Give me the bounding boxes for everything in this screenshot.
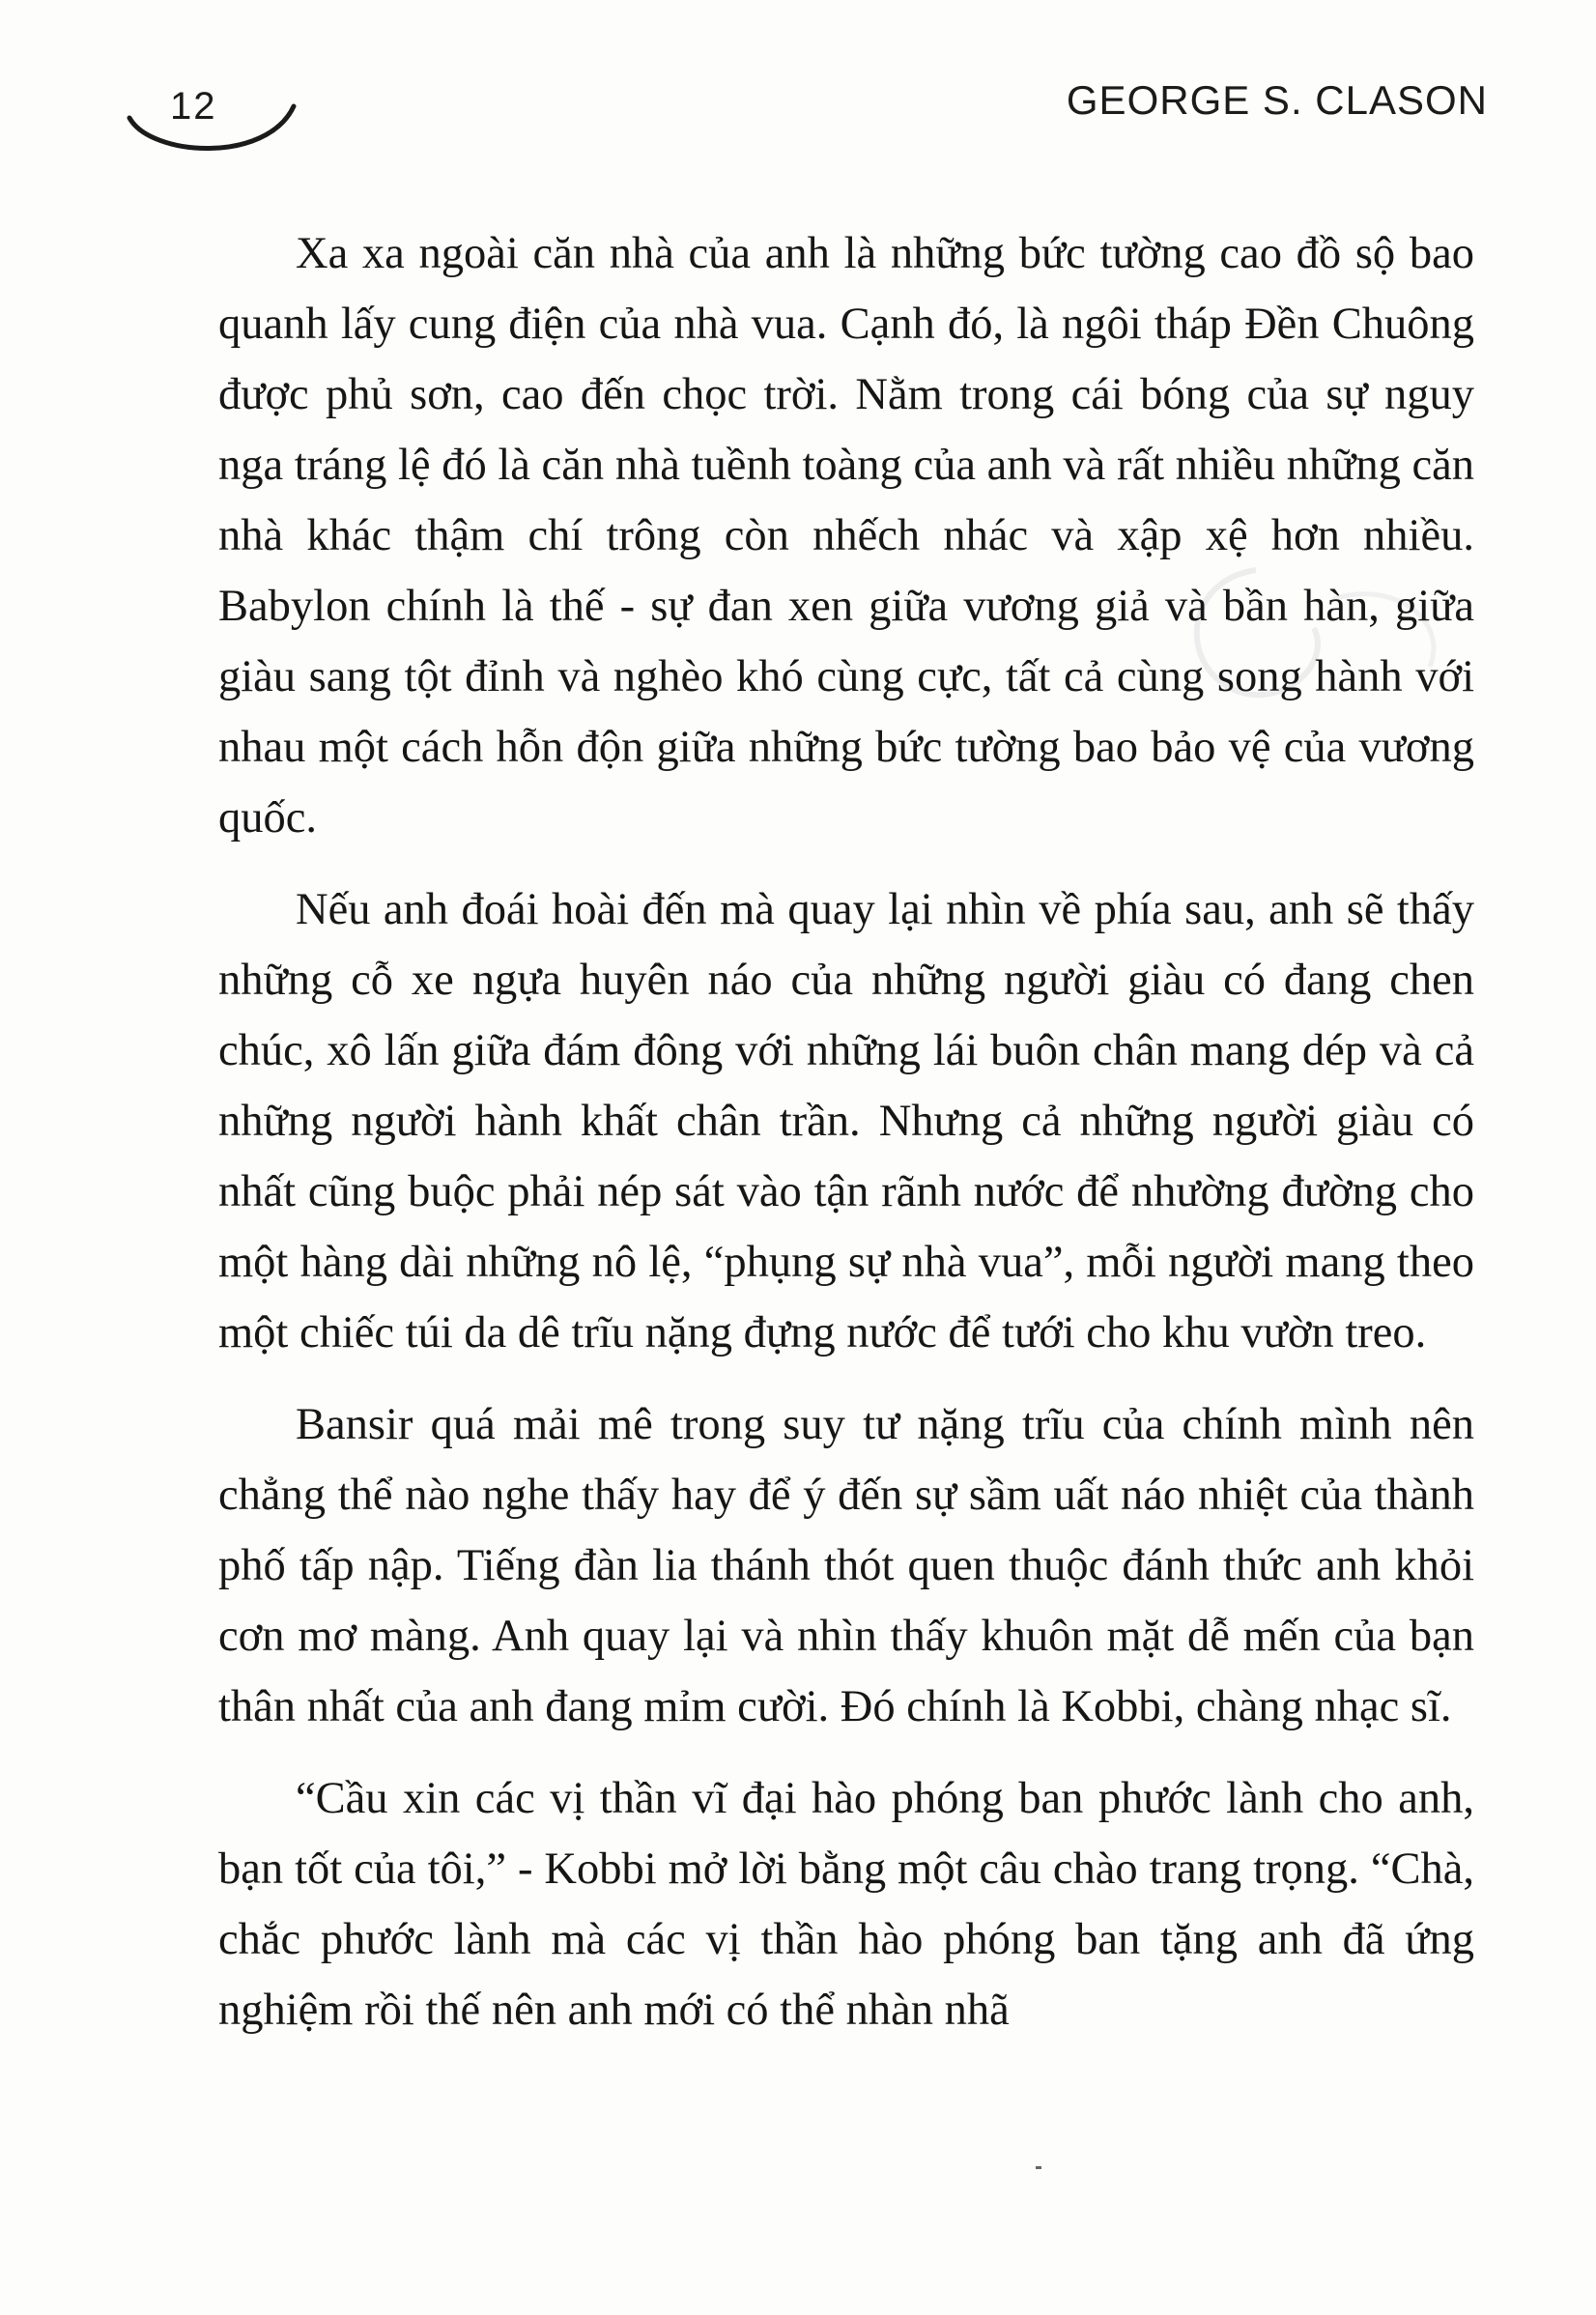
page-number: 12 [170,85,217,128]
paragraph-3: Bansir quá mải mê trong suy tư nặng trĩu của chính mình nên chẳng thể nào nghe thấy hay để ý đến sự sầm uất náo nhiệt của thành phố tấp nập. Tiếng đàn lia thánh thót quen thuộc đánh thức anh khỏi cơn mơ màng. Anh quay lại và nhìn thấy khuôn mặt dễ mến của bạn thân nhất của anh đang mỉm cười. Đó chính là Kobbi, chàng nhạc sĩ. [218,1400,1474,1731]
page-number-swoosh [122,97,315,164]
paragraph-4: “Cầu xin các vị thần vĩ đại hào phóng ban phước lành cho anh, bạn tốt của tôi,” - Kobbi mở lời bằng một câu chào trang trọng. “Chà, chắc phước lành mà các vị thần hào phóng ban tặng anh đã ứng nghiệm rồi thế nên anh mới có thể nhàn nhã [218,1774,1474,2035]
running-head-author: GEORGE S. CLASON [1066,77,1488,123]
print-speck [1036,2166,1041,2169]
paragraph-2: Nếu anh đoái hoài đến mà quay lại nhìn về phía sau, anh sẽ thấy những cỗ xe ngựa huyên náo của những người giàu có đang chen chúc, xô lấn giữa đám đông với những lái buôn chân mang dép và cả những người hành khất chân trần. Nhưng cả những người giàu có nhất cũng buộc phải nép sát vào tận rãnh nước để nhường đường cho một hàng dài những nô lệ, “phụng sự nhà vua”, mỗi người mang theo một chiếc túi da dê trĩu nặng đựng nước để tưới cho khu vườn treo. [218,885,1474,1358]
paragraph-1: Xa xa ngoài căn nhà của anh là những bức tường cao đồ sộ bao quanh lấy cung điện của nhà vua. Cạnh đó, là ngôi tháp Đền Chuông được phủ sơn, cao đến chọc trời. Nằm trong cái bóng của sự nguy nga tráng lệ đó là căn nhà tuềnh toàng của anh và rất nhiều những căn nhà khác thậm chí trông còn nhếch nhác và xập xệ hơn nhiều. Babylon chính là thế - sự đan xen giữa vương giả và bần hàn, giữa giàu sang tột đỉnh và nghèo khó cùng cực, tất cả cùng song hành với nhau một cách hỗn độn giữa những bức tường bao bảo vệ của vương quốc. [218,229,1474,843]
body-text [218,218,1474,2045]
